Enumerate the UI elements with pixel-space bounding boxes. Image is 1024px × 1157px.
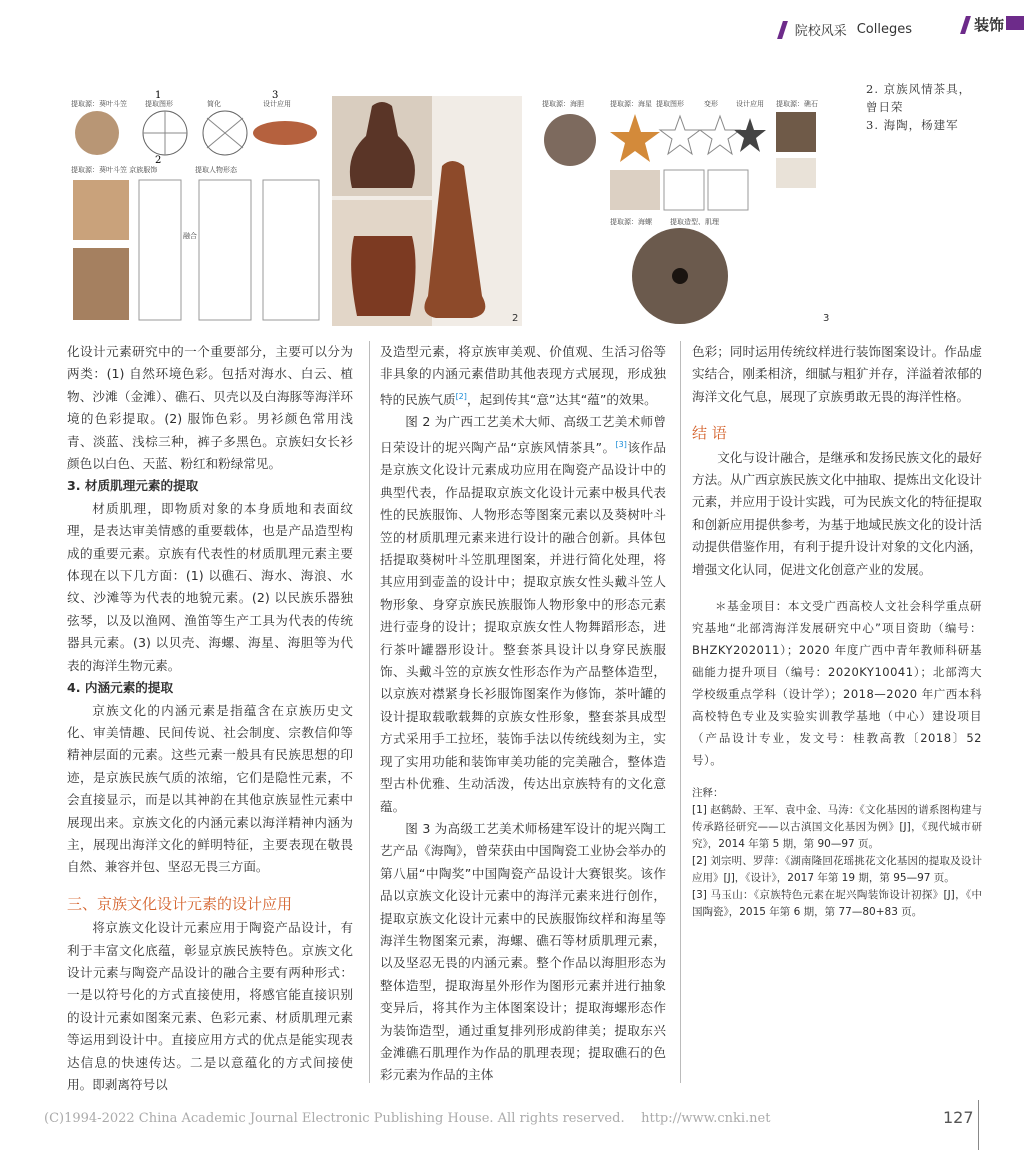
paragraph: 色彩；同时运用传统纹样进行装饰图案设计。作品虚实结合，刚柔相济，细腻与粗犷并存，洋溢着浓郁的海洋文化气息，展现了京族勇敢无畏的海洋性格。	[692, 344, 982, 404]
notes-title: 注释：	[692, 787, 724, 800]
caption-fig2: 2. 京族风情茶具，曾日荣	[866, 82, 972, 114]
color-swatch	[776, 158, 816, 188]
fig3-shape2: 提取造型、肌理	[670, 218, 719, 226]
paragraph	[380, 411, 666, 818]
page-number: 127	[943, 1108, 974, 1127]
fig3-star: 提取源：海星	[610, 100, 652, 108]
fig3-shape: 提取图形	[656, 100, 684, 108]
fig1-fusion: 融合	[183, 232, 197, 240]
figure-1-diagram	[67, 88, 327, 326]
star-variant	[700, 116, 740, 154]
fig1-num3: 3	[272, 90, 279, 101]
figure-1-svg	[67, 88, 327, 326]
brand-bar	[1006, 16, 1024, 30]
vessel-sketch	[199, 180, 251, 320]
figure-3-svg	[540, 96, 840, 326]
conclusion-heading: 结 语	[692, 424, 727, 443]
fig1-num2: 2	[155, 155, 162, 166]
text-column-1	[67, 341, 353, 1096]
canister-shape	[351, 236, 415, 316]
paragraph: 文化与设计融合，是继承和发扬民族文化的最好方法。从广西京族民族文化中抽取、提炼出文化设计元素，并应用于设计实践，可为民族文化的特征提取和创新应用提供参考，为基于地域民族文化的设计活动提供借鉴作用，有利于提升设计对象的文化内涵，增强文化认同，促进文化创意产业的发展。	[692, 449, 982, 577]
tall-vessel-shape	[424, 161, 485, 318]
note-item: [1] 赵鹤龄、王军、袁中金、马涛：《文化基因的谱系图构建与传承路径研究——以古滇国文化基因为例》[J]，《现代城市研究》，2014 年第 5 期，第 90—97 页。	[692, 804, 982, 851]
vessel-sketch-2	[263, 180, 319, 320]
fig3-src: 提取源：海胆	[542, 100, 584, 108]
paragraph	[380, 341, 666, 411]
fig1-src1: 提取源：葵叶斗笠	[71, 100, 127, 108]
journal-brand	[963, 14, 1004, 35]
fig3-texture: 提取源：礁石	[776, 100, 818, 108]
paragraph-text: 该作品是京族文化设计元素成功应用在陶瓷产品设计中的典型代表，作品提取京族文化设计元素中极具代表性的民族服饰、人物形态等图案元素以及葵树叶斗笠的材质肌理元素来进行设计的融合创新。具体包括提取葵树叶斗笠肌理图案，并进行简化处理，将其应用到壶盖的设计中；提取京族女性头戴斗笠人物形象、身穿京族民族服饰人物形象中的形态元素进行壶身的设计；提取京族女性人物舞蹈形态，进行茶叶罐器形设计。整套茶具设计以身穿民族服饰、头戴斗笠的京族女性形态作为产品整体造型，以京族对襟紧身长衫服饰图案作为修饰，茶叶罐的设计提取载歌载舞的京族女性形象，整套茶具成型方式采用手工拉坯，装饰手法以传统线刻为主，实现了实用功能和装饰审美功能的完美融合，整体造型古朴优雅、生动活泼，传达出京族特有的文化意蕴。	[380, 440, 666, 814]
figure-2-svg	[332, 96, 522, 326]
paragraph: 京族文化的内涵元素是指蕴含在京族历史文化、审美情趣、民间传说、社会制度、宗教信仰等精神层面的元素。这些元素一般具有民族思想的印迹，是京族民族气质的浓缩，它们是隐性元素，不会直接显示，而是以其神韵在其他京族显性元素中展现出来。京族文化的内涵元素以海洋精神内涵为主，展现出海洋文化的鲜明特征，主要表现在敬畏自然、兼容并包、坚忍无畏三方面。	[67, 702, 353, 875]
rock-texture	[776, 112, 816, 152]
pottery-opening	[672, 268, 688, 284]
note-item: [3] 马玉山：《京族特色元素在坭兴陶装饰设计初探》[J]，《中国陶瓷》，2015 年第 6 期，第 77—80+83 页。	[692, 889, 982, 919]
conch-outline	[664, 170, 704, 210]
section-cn: 院校风采	[794, 24, 847, 39]
paragraph: 材质肌理，即物质对象的本身质地和表面纹理，是表达审美情感的重要载体，也是产品造型构成的重要元素。京族有代表性的材质肌理元素主要体现在以下几方面：(1) 以礁石、海水、海浪、水纹、沙滩等为代表的地貌元素。(2) 以民族乐器独弦琴，以及以渔网、渔笛等生产工具为代表的传统器具元素。(3) 以贝壳、海螺、海星、海胆等为代表的海洋生物元素。	[67, 500, 353, 673]
figure-sketch	[139, 180, 181, 320]
starfish-photo	[610, 114, 660, 162]
text-column-3	[692, 341, 982, 921]
caption-fig3: 3. 海陶，杨建军	[866, 118, 959, 132]
paragraph-text: 图 2 为广西工艺美术大师、高级工艺美术师曾日荣设计的坭兴陶产品“京族风情茶具”。	[380, 414, 666, 455]
fig1-num1: 1	[155, 90, 162, 101]
paragraph: 图 3 为高级工艺美术师杨建军设计的坭兴陶工艺产品《海陶》，曾荣获由中国陶瓷工业协会举办的第八届“中陶奖”中国陶瓷产品设计大赛银奖。该作品以京族文化设计元素中的海洋元素来进行创作，提取京族文化设计元素中的民族服饰纹样和海星等海洋生物图案元素，海螺、礁石等材质肌理元素，以及坚忍无畏的内涵元素。整个作品以海胆形态为整体造型，提取海星外形作为图形元素并进行抽象变异后，将其作为主体图案设计；提取海螺形态作为装饰造型，通过重复排列形成韵律美；提取东兴金滩礁石肌理作为作品的肌理表现；提取礁石的色彩元素为作品的主体	[380, 820, 666, 1083]
copyright-footer: (C)1994-2022 China Academic Journal Electronic Publishing House. All rights reserved. http://www.cnki.net	[44, 1111, 771, 1126]
citation-link[interactable]: [3]	[615, 439, 627, 449]
paragraph: 将京族文化设计元素应用于陶瓷产品设计，有利于丰富文化底蕴，彰显京族民族特色。京族文化设计元素与陶瓷产品设计的融合主要有两种形式：一是以符号化的方式直接使用，将感官能直接识别的设计元素如图案元素、色彩元素、材质肌理元素等运用到设计中。直接应用方式的优点是能实现表达信息的快速传达。二是以意蕴化的方式间接使用。即剥离符号以	[67, 920, 353, 1092]
conch-photo	[610, 170, 660, 210]
fig3-conch: 提取源：海螺	[610, 218, 652, 226]
page-number-rule	[978, 1100, 979, 1150]
fig1-src2: 提取源：葵叶斗笠 京族服饰	[71, 166, 158, 174]
citation-link[interactable]: [2]	[455, 391, 467, 401]
star-applied	[734, 118, 766, 152]
figure-2-number: 2	[512, 313, 519, 324]
section-nav	[780, 20, 912, 39]
figure-3-number: 3	[823, 313, 830, 324]
fig1-app: 设计应用	[263, 100, 291, 108]
column-divider	[680, 341, 681, 1083]
paragraph: 化设计元素研究中的一个重要部分，主要可以分为两类：(1) 自然环境色彩。包括对海水、白云、植物、沙滩（金滩）、礁石、贝壳以及白海豚等海洋环境的色彩提取。(2) 服饰色彩。男衫颜色常用浅青、淡蓝、浅棕三种，裤子多黑色。京族妇女长衫颜色以白色、天蓝、粉红和粉绿常见。	[67, 344, 353, 472]
hat-photo	[75, 111, 119, 155]
fig3-app: 设计应用	[736, 100, 764, 108]
figure-captions	[866, 80, 978, 134]
star-outline	[660, 116, 700, 154]
figure-3-photo	[540, 96, 840, 326]
section-en: Colleges	[856, 22, 912, 37]
brand-text: 装饰	[973, 16, 1004, 34]
urchin-photo	[544, 114, 596, 166]
fig1-step1: 提取图形	[145, 100, 173, 108]
slash-mark	[777, 21, 788, 39]
figure-2-photo	[332, 96, 522, 326]
notes-section	[692, 785, 982, 921]
woman-photo	[73, 180, 129, 240]
lid-render	[253, 121, 317, 145]
section-heading: 三、京族文化设计元素的设计应用	[67, 894, 293, 913]
paragraph-text: ，起到传其“意”达其“蕴”的效果。	[466, 392, 657, 407]
slash-mark	[960, 16, 971, 34]
fig1-simplify: 简化	[207, 100, 221, 108]
fig1-step2: 提取人物形态	[195, 166, 237, 174]
conch-variant	[708, 170, 748, 210]
fig3-change: 变形	[704, 100, 718, 108]
column-divider	[369, 341, 370, 1083]
text-column-2	[380, 341, 666, 1087]
fund-note: ＊基金项目：本文受广西高校人文社会科学重点研究基地“北部湾海洋发展研究中心”项目资助（编号：BHZKY202011）；2020 年度广西中青年教师科研基础能力提升项目（编号：2020KY10041）；北部湾大学校级重点学科（设计学）；2018—2020 年广西本科高校特色专业及实验实训教学基地（中心）建设项目（产品设计专业，发文号：桂教高教〔2018〕52 号）。	[692, 599, 982, 768]
dancer-photo	[73, 248, 129, 320]
note-item: [2] 刘宗明、罗萍：《湖南隆回花瑶挑花文化基因的提取及设计应用》[J]，《设计》，2017 年第 19 期，第 95—97 页。	[692, 855, 982, 885]
subheading: 4. 内涵元素的提取	[67, 680, 174, 696]
subheading: 3. 材质肌理元素的提取	[67, 478, 199, 494]
paragraph-text: 及造型元素，将京族审美观、价值观、生活习俗等非具象的内涵元素借助其他表现方式展现，形成独特的民族气质	[380, 344, 666, 407]
